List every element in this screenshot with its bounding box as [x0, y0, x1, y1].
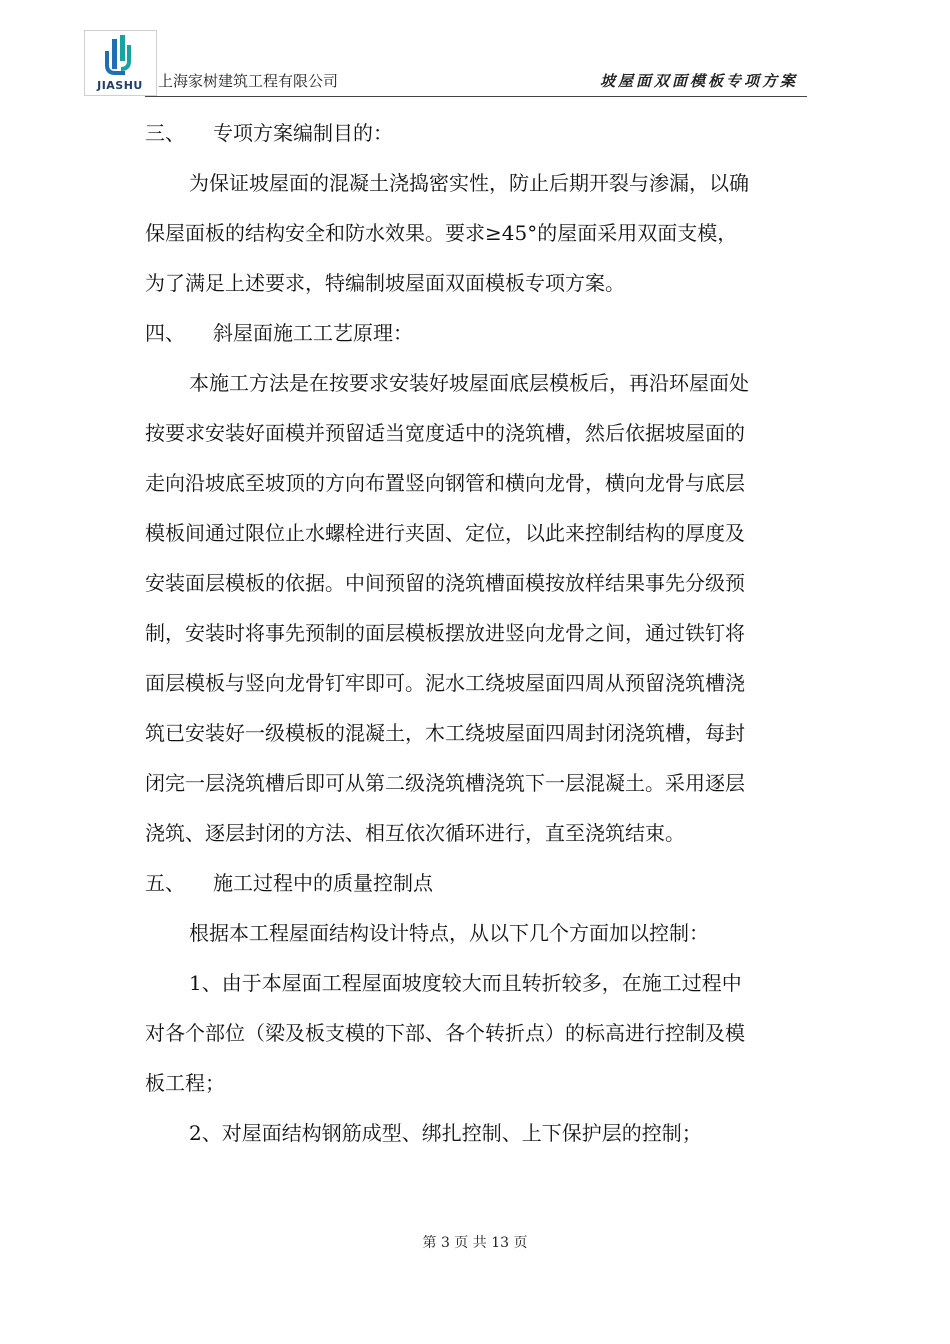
list-item-line: 1、由于本屋面工程屋面坡度较大而且转折较多，在施工过程中: [189, 971, 742, 995]
document-body: [145, 108, 807, 1158]
document-title: 坡屋面双面模板专项方案: [599, 72, 798, 90]
section-number: 五、: [145, 871, 185, 895]
paragraph-line: 按要求安装好面模并预留适当宽度适中的浇筑槽，然后依据坡屋面的: [145, 421, 745, 445]
section-title: 专项方案编制目的：: [213, 121, 393, 145]
paragraph-line: 本施工方法是在按要求安装好坡屋面底层模板后，再沿环屋面处: [189, 371, 749, 395]
section-title: 施工过程中的质量控制点: [213, 871, 433, 895]
page-footer: 第 3 页 共 13 页: [422, 1235, 528, 1251]
section-heading-5: [145, 858, 807, 908]
paragraph-line: 模板间通过限位止水螺栓进行夹固、定位，以此来控制结构的厚度及: [145, 521, 745, 545]
paragraph-line: 闭完一层浇筑槽后即可从第二级浇筑槽浇筑下一层混凝土。采用逐层: [145, 771, 745, 795]
jiashu-logo-icon: [85, 31, 156, 95]
section-heading-3: [145, 108, 807, 158]
paragraph-line: 安装面层模板的依据。中间预留的浇筑槽面模按放样结果事先分级预: [145, 571, 745, 595]
list-item-line: 对各个部位（梁及板支模的下部、各个转折点）的标高进行控制及模: [145, 1021, 745, 1045]
section-number: 四、: [145, 321, 185, 345]
list-item-line: 板工程；: [145, 1071, 225, 1095]
list-item-line: 2、对屋面结构钢筋成型、绑扎控制、上下保护层的控制；: [189, 1121, 702, 1145]
paragraph-line: 保屋面板的结构安全和防水效果。要求≥45°的屋面采用双面支模，: [145, 221, 738, 245]
company-logo: [84, 30, 157, 96]
paragraph-line: 走向沿坡底至坡顶的方向布置竖向钢管和横向龙骨，横向龙骨与底层: [145, 471, 745, 495]
paragraph-line: 为保证坡屋面的混凝土浇捣密实性，防止后期开裂与渗漏，以确: [189, 171, 749, 195]
paragraph-line: 面层模板与竖向龙骨钉牢即可。泥水工绕坡屋面四周从预留浇筑槽浇: [145, 671, 745, 695]
logo-text: JIASHU: [97, 79, 143, 92]
header-divider: [145, 96, 807, 97]
paragraph-line: 为了满足上述要求，特编制坡屋面双面模板专项方案。: [145, 271, 625, 295]
page-header: [0, 0, 950, 100]
company-name: 上海家树建筑工程有限公司: [158, 72, 339, 90]
paragraph-line: 制，安装时将事先预制的面层模板摆放进竖向龙骨之间，通过铁钉将: [145, 621, 745, 645]
section-number: 三、: [145, 121, 185, 145]
paragraph-line: 根据本工程屋面结构设计特点，从以下几个方面加以控制：: [189, 921, 709, 945]
section-title: 斜屋面施工工艺原理：: [213, 321, 413, 345]
section-heading-4: [145, 308, 807, 358]
paragraph-line: 筑已安装好一级模板的混凝土，木工绕坡屋面四周封闭浇筑槽，每封: [145, 721, 745, 745]
paragraph-line: 浇筑、逐层封闭的方法、相互依次循环进行，直至浇筑结束。: [145, 821, 685, 845]
